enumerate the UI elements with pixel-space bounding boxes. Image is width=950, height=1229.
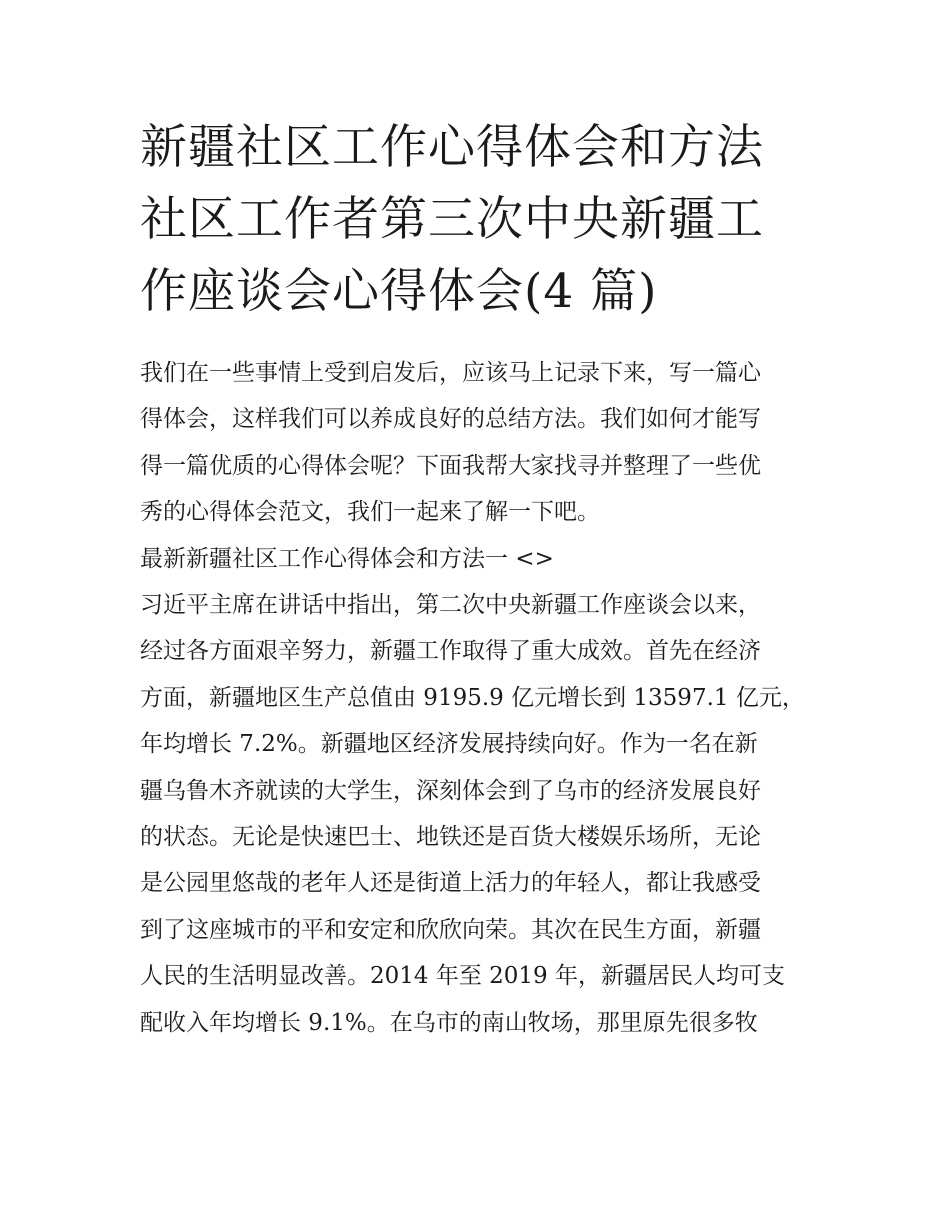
document-body xyxy=(140,350,820,1046)
paragraph-line: 方面，新疆地区生产总值由 9195.9 亿元增长到 13597.1 亿元， xyxy=(140,684,805,711)
intro-line: 得体会，这样我们可以养成良好的总结方法。我们如何才能写 xyxy=(140,406,761,433)
document-title xyxy=(140,112,820,328)
title-line: 社区工作者第三次中央新疆工 xyxy=(140,192,764,247)
section-heading: 最新新疆社区工作心得体会和方法一 <> xyxy=(140,545,554,572)
paragraph-line: 人民的生活明显改善。2014 年至 2019 年，新疆居民人均可支 xyxy=(140,963,785,990)
document-page xyxy=(140,112,820,1046)
title-line: 作座谈会心得体会(4 篇) xyxy=(140,264,658,319)
intro-line: 得一篇优质的心得体会呢？下面我帮大家找寻并整理了一些优 xyxy=(140,452,761,479)
paragraph-line: 是公园里悠哉的老年人还是街道上活力的年轻人，都让我感受 xyxy=(140,870,761,897)
title-line: 新疆社区工作心得体会和方法 xyxy=(140,120,764,175)
paragraph-line: 的状态。无论是快速巴士、地铁还是百货大楼娱乐场所，无论 xyxy=(140,824,761,851)
paragraph-line: 配收入年均增长 9.1%。在乌市的南山牧场，那里原先很多牧 xyxy=(140,1009,758,1036)
intro-line: 我们在一些事情上受到启发后，应该马上记录下来，写一篇心 xyxy=(140,360,761,386)
intro-line: 秀的心得体会范文，我们一起来了解一下吧。 xyxy=(140,499,600,526)
paragraph-line: 经过各方面艰辛努力，新疆工作取得了重大成效。首先在经济 xyxy=(140,638,761,665)
paragraph-line: 年均增长 7.2%。新疆地区经济发展持续向好。作为一名在新 xyxy=(140,731,758,758)
paragraph-line: 疆乌鲁木齐就读的大学生，深刻体会到了乌市的经济发展良好 xyxy=(140,777,761,804)
paragraph-line: 习近平主席在讲话中指出，第二次中央新疆工作座谈会以来， xyxy=(140,592,761,619)
paragraph-line: 到了这座城市的平和安定和欣欣向荣。其次在民生方面，新疆 xyxy=(140,916,761,943)
